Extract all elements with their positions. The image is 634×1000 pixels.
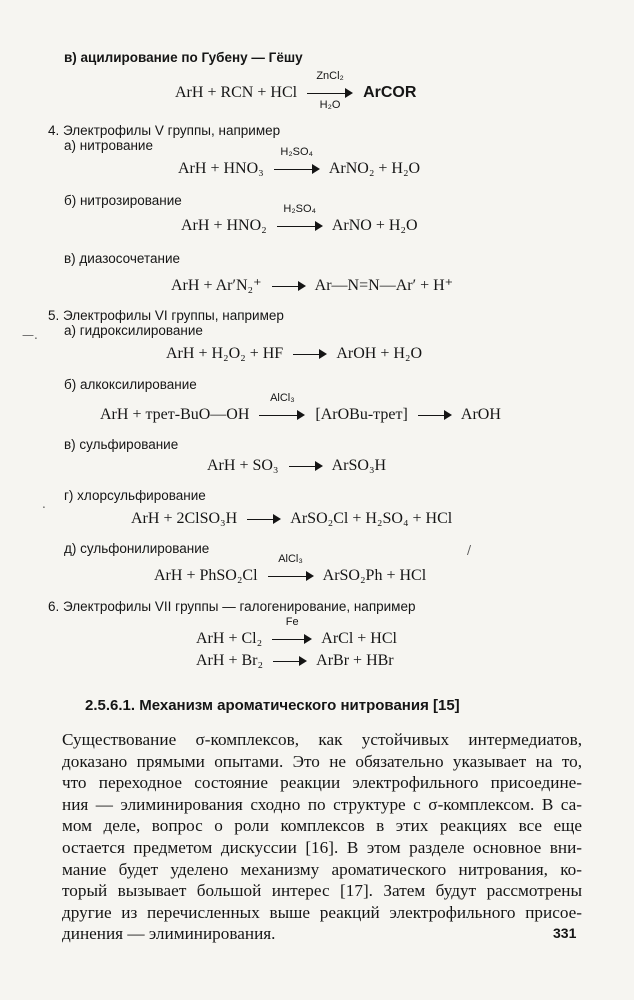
item-5-header: 5. Электрофилы VI группы, например <box>48 308 284 323</box>
item-4-header: 4. Электрофилы V группы, например <box>48 123 281 138</box>
equation-sulfonylation <box>154 553 427 585</box>
equation-hoesch <box>175 70 417 112</box>
reaction-arrow <box>274 146 320 177</box>
reaction-arrow <box>307 70 353 112</box>
eq-right: ArSO₂Ph + HCl <box>322 567 427 584</box>
item-4v-label: в) диазосочетание <box>64 251 180 266</box>
item-5g-label: г) хлорсульфирование <box>64 488 206 503</box>
item-6-header: 6. Электрофилы VII группы — галогенирование, например <box>48 599 416 614</box>
eq-left: ArH + PhSO₂Cl <box>154 567 258 584</box>
equation-chlorosulfonation <box>131 510 452 528</box>
arrow-reagent-above: ZnCl₂ <box>316 70 344 83</box>
eq-left: ArH + Cl₂ <box>196 630 263 647</box>
eq-right: ArNO + H₂O <box>331 217 418 234</box>
eq-right: ArOH <box>460 406 501 423</box>
eq-left: ArH + Br₂ <box>196 652 264 669</box>
eq-left: ArH + SO₃ <box>207 457 279 474</box>
reaction-arrow-2 <box>418 407 452 423</box>
reaction-arrow <box>293 346 327 362</box>
eq-right: ArCl + HCl <box>321 630 397 647</box>
reaction-arrow <box>273 653 307 669</box>
eq-left: ArH + H₂O₂ + HF <box>166 345 284 362</box>
eq-right: ArCOR <box>363 84 417 101</box>
eq-right: ArSO₂Cl + H₂SO₄ + HCl <box>290 510 453 527</box>
margin-mark: —. <box>22 328 38 342</box>
eq-intermediate: [ArOBu-трет] <box>315 406 408 423</box>
equation-nitrosation <box>181 203 418 235</box>
paragraph-line: мом деле, вопрос о роли комплексов в этих реакциях все еще <box>62 816 582 836</box>
arrow-reagent-above: AlCl₃ <box>270 392 295 405</box>
eq-left: ArH + 2ClSO₃H <box>131 510 238 527</box>
equation-sulfonation <box>207 457 386 475</box>
item-5d-label: д) сульфонилирование <box>64 541 210 556</box>
eq-right: ArSO₃H <box>331 457 387 474</box>
reaction-arrow <box>247 511 281 527</box>
paragraph-line: что переходное состояние реакции электрофильного присоедине- <box>62 773 582 793</box>
paragraph-line: мание будет уделено механизму ароматического нитрования, ко- <box>62 859 582 879</box>
section-title: 2.5.6.1. Механизм ароматического нитрования [15] <box>85 697 460 714</box>
arrow-reagent-above: H₂SO₄ <box>280 146 313 159</box>
margin-mark: / <box>467 543 472 557</box>
equation-hydroxylation <box>166 345 422 363</box>
item-3v-label: в) ацилирование по Губену — Гёшу <box>64 50 303 65</box>
eq-right: ArNO₂ + H₂O <box>328 160 421 177</box>
item-5a-label: а) гидроксилирование <box>64 323 203 338</box>
equation-nitration <box>178 146 421 178</box>
eq-left: ArH + Ar′N₂⁺ <box>171 277 262 294</box>
reaction-arrow <box>272 278 306 294</box>
paragraph-line: торый вызывает большой интерес [17]. Затем будут рассмотрены <box>62 881 582 901</box>
item-5b-label: б) алкоксилирование <box>64 377 197 392</box>
margin-dot: . <box>42 497 46 511</box>
arrow-reagent-above: AlCl₃ <box>278 553 303 566</box>
eq-left: ArH + трет-BuO—OH <box>100 406 250 423</box>
arrow-reagent-above: Fe <box>285 616 299 629</box>
paragraph-line: другие из перечисленных выше реакций электрофильного присое- <box>62 902 582 922</box>
equation-alkoxylation <box>100 392 501 424</box>
eq-right: ArOH + H₂O <box>336 345 423 362</box>
page-number: 331 <box>553 925 577 941</box>
body-paragraph <box>62 729 582 945</box>
equation-diazo <box>171 275 453 295</box>
reaction-arrow <box>268 553 314 584</box>
eq-left: ArH + HNO₂ <box>181 217 267 234</box>
paragraph-line: ния — элиминирования сходно по структуре с σ-комплексом. В са- <box>62 794 582 814</box>
reaction-arrow <box>277 203 323 234</box>
reaction-arrow <box>272 616 312 647</box>
equation-bromination <box>196 652 394 670</box>
equation-chlorination <box>196 616 397 648</box>
paragraph-line: динения — элиминирования. <box>62 924 276 944</box>
paragraph-line: остается предметом дискуссии [16]. В этом разделе основное вни- <box>62 837 582 857</box>
reaction-arrow <box>259 392 305 423</box>
eq-right: ArBr + HBr <box>316 652 394 669</box>
eq-left: ArH + RCN + HCl <box>175 84 298 101</box>
arrow-reagent-below: H₂O <box>319 99 341 112</box>
arrow-reagent-above: H₂SO₄ <box>283 203 316 216</box>
eq-right: Ar—N=N—Ar′ + H⁺ <box>314 277 454 294</box>
item-4b-label: б) нитрозирование <box>64 193 182 208</box>
reaction-arrow <box>289 458 323 474</box>
eq-left: ArH + HNO₃ <box>178 160 264 177</box>
item-5v-label: в) сульфирование <box>64 437 179 452</box>
item-4a-label: а) нитрование <box>64 138 153 153</box>
paragraph-line: доказано прямыми опытами. Это не обязательно указывает на то, <box>62 751 582 771</box>
paragraph-line: Существование σ-комплексов, как устойчивых интермедиатов, <box>62 730 582 749</box>
